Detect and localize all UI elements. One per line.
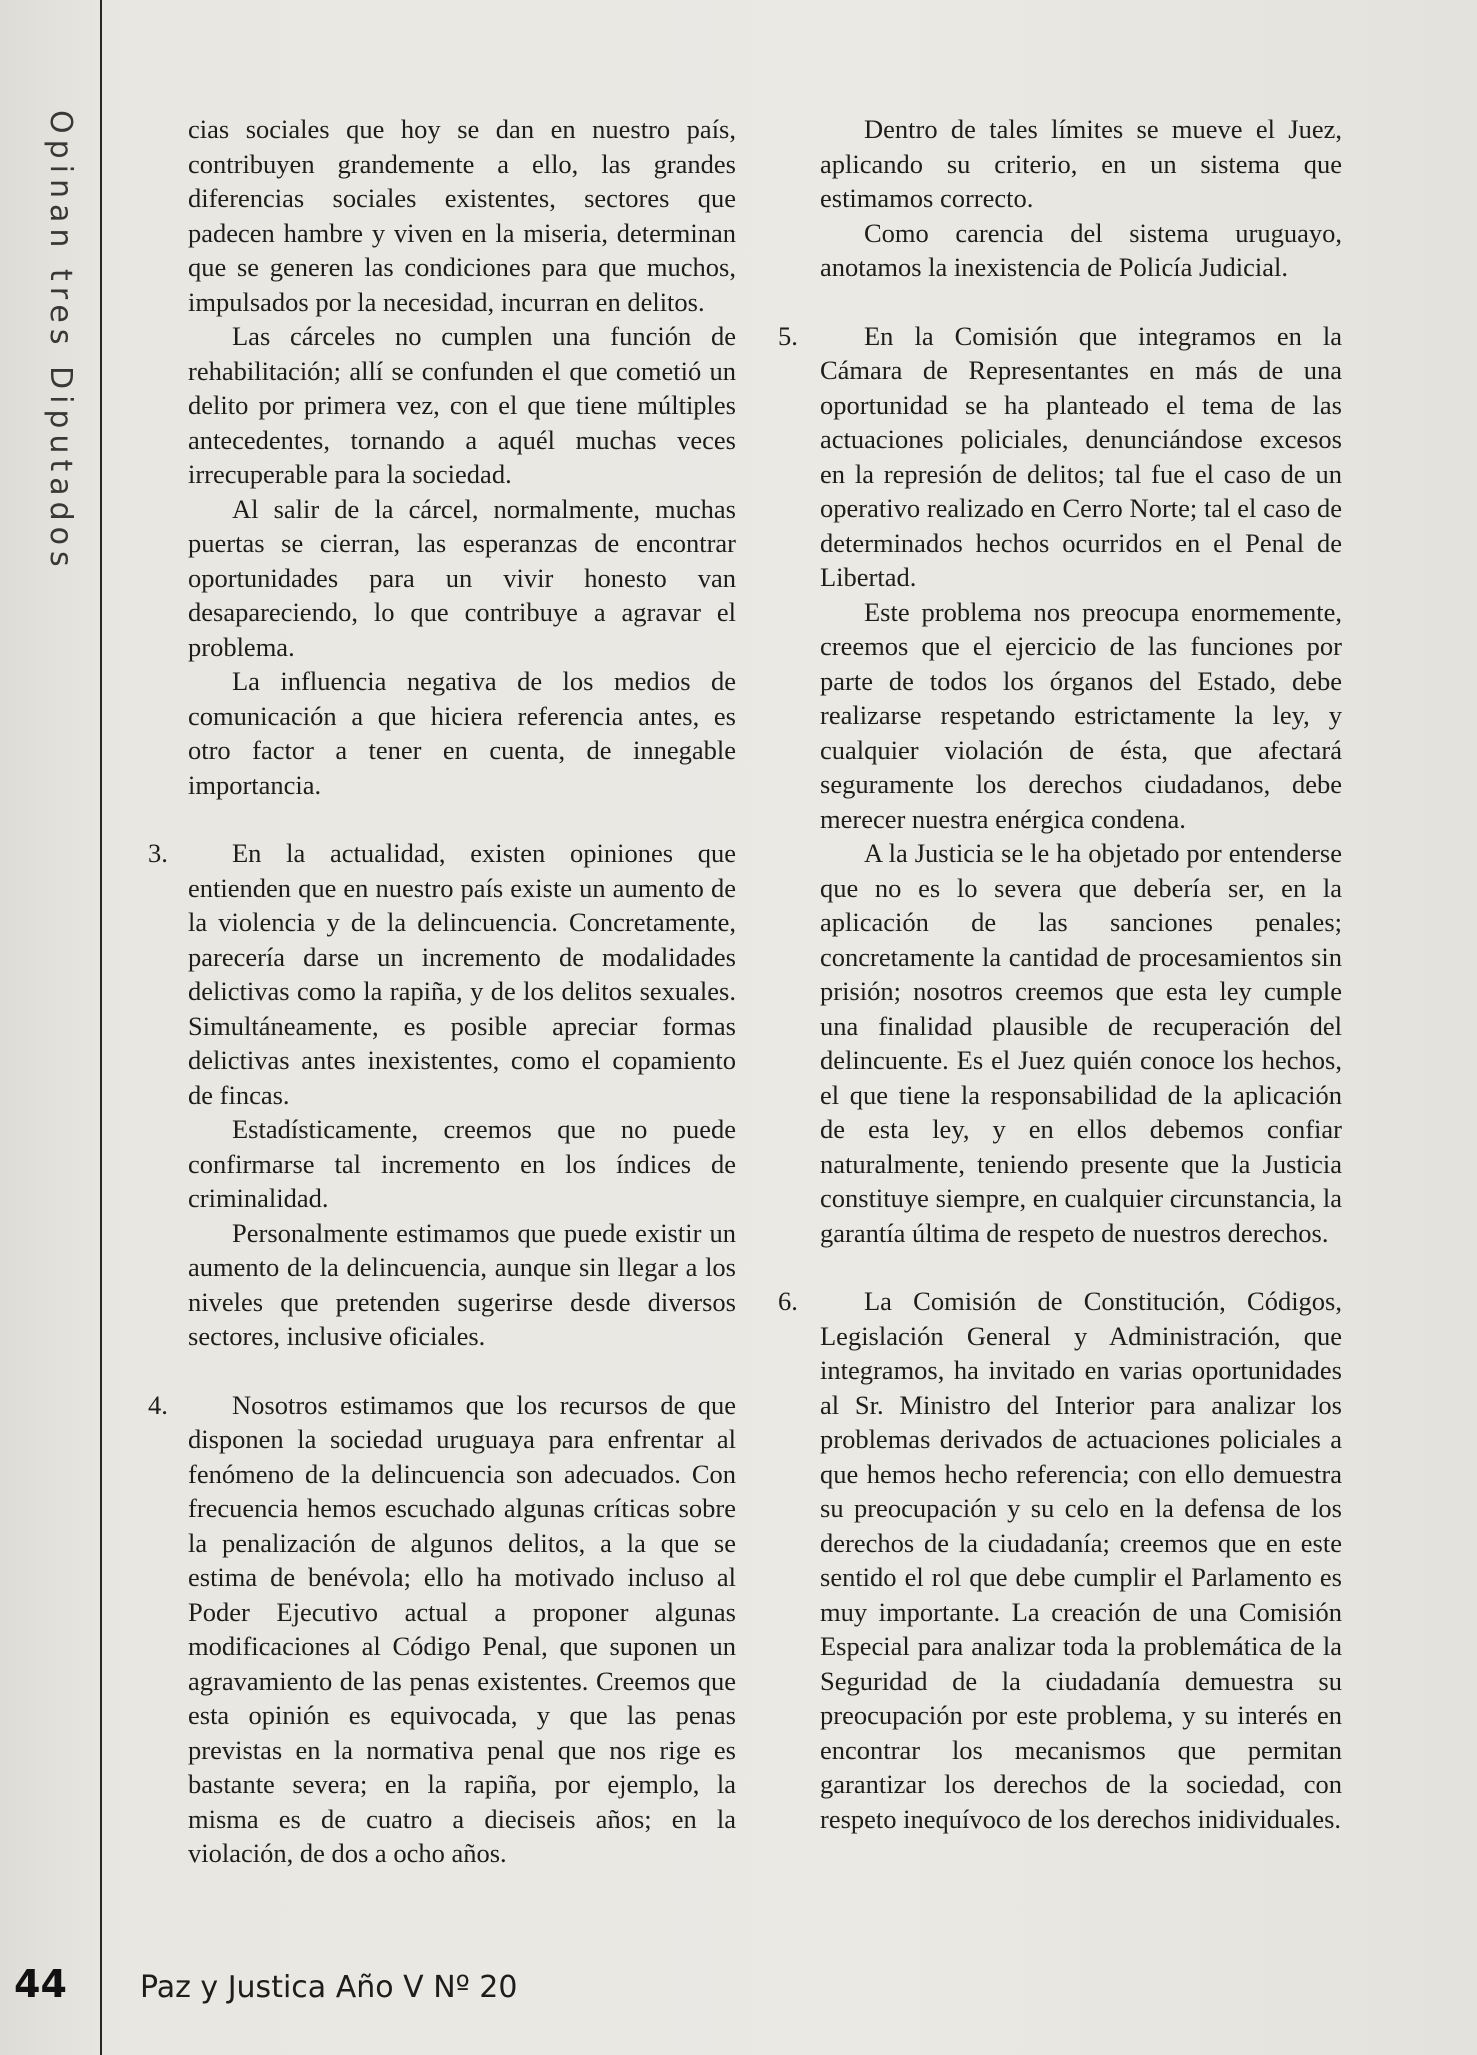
paragraph: Estadísticamente, creemos que no puede confirmarse tal incremento en los índices de criminalidad.: [188, 1114, 736, 1213]
left-column: [148, 112, 736, 1871]
paragraph: Las cárceles no cumplen una función de rehabilitación; allí se confunden el que cometió un delito por primera vez, con el que tiene múltiples antecedentes, tornando a aquél muchas veces irrecuperable para la sociedad.: [188, 321, 736, 489]
paragraph: Personalmente estimamos que puede existir un aumento de la delincuencia, aunque sin llegar a los niveles que pretenden sugerirse desde diversos sectores, inclusive oficiales.: [188, 1217, 736, 1351]
paragraph: Al salir de la cárcel, normalmente, muchas puertas se cierran, las esperanzas de encontrar oportunidades para un vivir honesto van desapareciendo, lo que contribuye a agravar el problema.: [188, 493, 736, 662]
paragraph: cias sociales que hoy se dan en nuestro país, contribuyen grandemente a ello, las grandes diferencias sociales existentes, sectores que padecen hambre y viven en la miseria, determinan que se generen las condiciones para que muchos, impulsados por la necesidad, incurran en delitos.: [188, 114, 736, 317]
page-number: 44: [14, 1962, 67, 2006]
paragraph: Este problema nos preocupa enormemente, creemos que el ejercicio de las funciones por parte de todos los órganos del Estado, debe realizarse respetando estrictamente la ley, y cualquier violación de ésta, que afectará seguramente los derechos ciudadanos, debe merecer nuestra enérgica condena.: [820, 596, 1342, 834]
paragraph: Dentro de tales límites se mueve el Juez, aplicando su criterio, en un sistema que estimamos correcto.: [820, 114, 1342, 213]
right-column: [778, 112, 1342, 1836]
paragraph: Nosotros estimamos que los recursos de que disponen la sociedad uruguaya para enfrentar al fenómeno de la delincuencia son adecuados. Con frecuencia hemos escuchado algunas críticas sobre la penalización de algunos delitos, a la que se estima de benévola; ello ha motivado incluso al Poder Ejecutivo actual a proponer algunas modificaciones al Código Penal, que suponen un agravamiento de las penas existentes. Creemos que esta opinión es equivocada, y que las penas previstas en la normativa penal que nos rige es bastante severa; en la rapiña, por ejemplo, la misma es de cuatro a dieciseis años; en la violación, de dos a ocho años.: [188, 1389, 736, 1868]
paragraph: La Comisión de Constitución, Códigos, Legislación General y Administración, que integramos, ha invitado en varias oportunidades al Sr. Ministro del Interior para analizar los problemas derivados de actuaciones policiales a que hemos hecho referencia; con ello demuestra su preocupación y su celo en la defensa de los derechos de la ciudadanía; creemos que en este sentido el rol que debe cumplir el Parlamento es muy importante. La creación de una Comisión Especial para analizar toda la problemática de la Seguridad de la ciudadanía demuestra su preocupación por este problema, y su interés en encontrar los mecanismos que permitan garantizar los derechos de la sociedad, con respeto inequívoco de los derechos inidividuales.: [820, 1286, 1342, 1834]
numbered-item-3: [148, 836, 736, 1354]
item-number: 3.: [148, 838, 168, 868]
numbered-item-6: [778, 1284, 1342, 1836]
paragraph: A la Justicia se le ha objetado por entenderse que no es lo severa que debería ser, en la aplicación de las sanciones penales; concretamente la cantidad de procesamientos sin prisión; nosotros creemos que esta ley cumple una finalidad plausible de recuperación del delincuente. Es el Juez quién conoce los hechos, el que tiene la responsabilidad de la aplicación de esta ley, y en ellos debemos confiar naturalmente, teniendo presente que la Justicia constituye siempre, en cualquier circunstancia, la garantía última de respeto de nuestros derechos.: [820, 838, 1342, 1248]
paragraph: En la actualidad, existen opiniones que entienden que en nuestro país existe un aumento de la violencia y de la delincuencia. Concretamente, parecería darse un incremento de modalidades delictivas como la rapiña, y de los delitos sexuales. Simultáneamente, es posible apreciar formas delictivas antes inexistentes, como el copamiento de fincas.: [188, 838, 736, 1110]
side-section-title: Opinan tres Diputados: [43, 110, 78, 573]
numbered-item-4: [148, 1388, 736, 1871]
footer-publication-title: Paz y Justica Año V Nº 20: [140, 1970, 518, 2005]
item-number: 6.: [778, 1286, 798, 1316]
numbered-item-5: [778, 319, 1342, 1251]
item-number: 4.: [148, 1389, 168, 1420]
item-number: 5.: [778, 320, 798, 351]
paragraph: Como carencia del sistema uruguayo, anotamos la inexistencia de Policía Judicial.: [820, 217, 1342, 282]
margin-rule: [100, 0, 102, 2055]
paragraph: En la Comisión que integramos en la Cámara de Representantes en más de una oportunidad se ha planteado el tema de las actuaciones policiales, denunciándose excesos en la represión de delitos; tal fue el caso de un operativo realizado en Cerro Norte; tal el caso de determinados hechos ocurridos en el Penal de Libertad.: [820, 320, 1342, 592]
paragraph: La influencia negativa de los medios de comunicación a que hiciera referencia antes, es otro factor a tener en cuenta, de innegable importancia.: [188, 666, 736, 800]
